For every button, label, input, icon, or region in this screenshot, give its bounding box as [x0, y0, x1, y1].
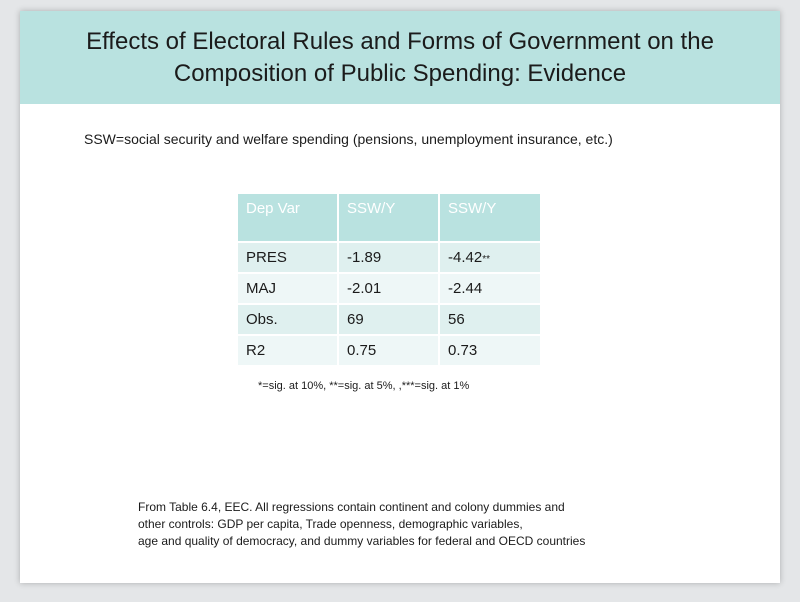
header-ssw-y-1: SSW/Y — [339, 194, 440, 241]
row-label: R2 — [238, 334, 339, 365]
footnote-line-2: other controls: GDP per capita, Trade openness, demographic variables, — [138, 517, 523, 531]
cell-value — [440, 241, 540, 272]
header-dep-var: Dep Var — [238, 194, 339, 241]
header-ssw-y-2: SSW/Y — [440, 194, 540, 241]
cell-value: -1.89 — [339, 241, 440, 272]
significance-note: *=sig. at 10%, **=sig. at 5%, ,***=sig. at 1% — [258, 380, 470, 392]
cell-number: -4.42 — [448, 249, 483, 266]
cell-value: -2.44 — [440, 272, 540, 303]
table-header-row — [238, 194, 540, 241]
cell-value: 56 — [440, 303, 540, 334]
cell-value: 0.75 — [339, 334, 440, 365]
table-row-maj — [238, 272, 540, 303]
table-row-obs — [238, 303, 540, 334]
slide-title — [20, 26, 780, 90]
title-line-1: Effects of Electoral Rules and Forms of Government on the — [86, 28, 714, 55]
cell-value: 69 — [339, 303, 440, 334]
cell-value: 0.73 — [440, 334, 540, 365]
regression-table — [238, 194, 540, 365]
row-label: PRES — [238, 241, 339, 272]
cell-value: -2.01 — [339, 272, 440, 303]
table-row-r2 — [238, 334, 540, 365]
table-row-pres — [238, 241, 540, 272]
title-bar — [20, 11, 780, 104]
slide — [20, 11, 780, 583]
row-label: MAJ — [238, 272, 339, 303]
source-footnote — [138, 499, 585, 550]
footnote-line-3: age and quality of democracy, and dummy variables for federal and OECD countries — [138, 534, 586, 548]
title-line-2: Composition of Public Spending: Evidence — [173, 60, 627, 87]
footnote-line-1: From Table 6.4, EEC. All regressions contain continent and colony dummies and — [138, 500, 565, 514]
row-label: Obs. — [238, 303, 339, 334]
definition-text: SSW=social security and welfare spending (pensions, unemployment insurance, etc.) — [84, 131, 613, 147]
significance-stars: ** — [482, 254, 490, 265]
